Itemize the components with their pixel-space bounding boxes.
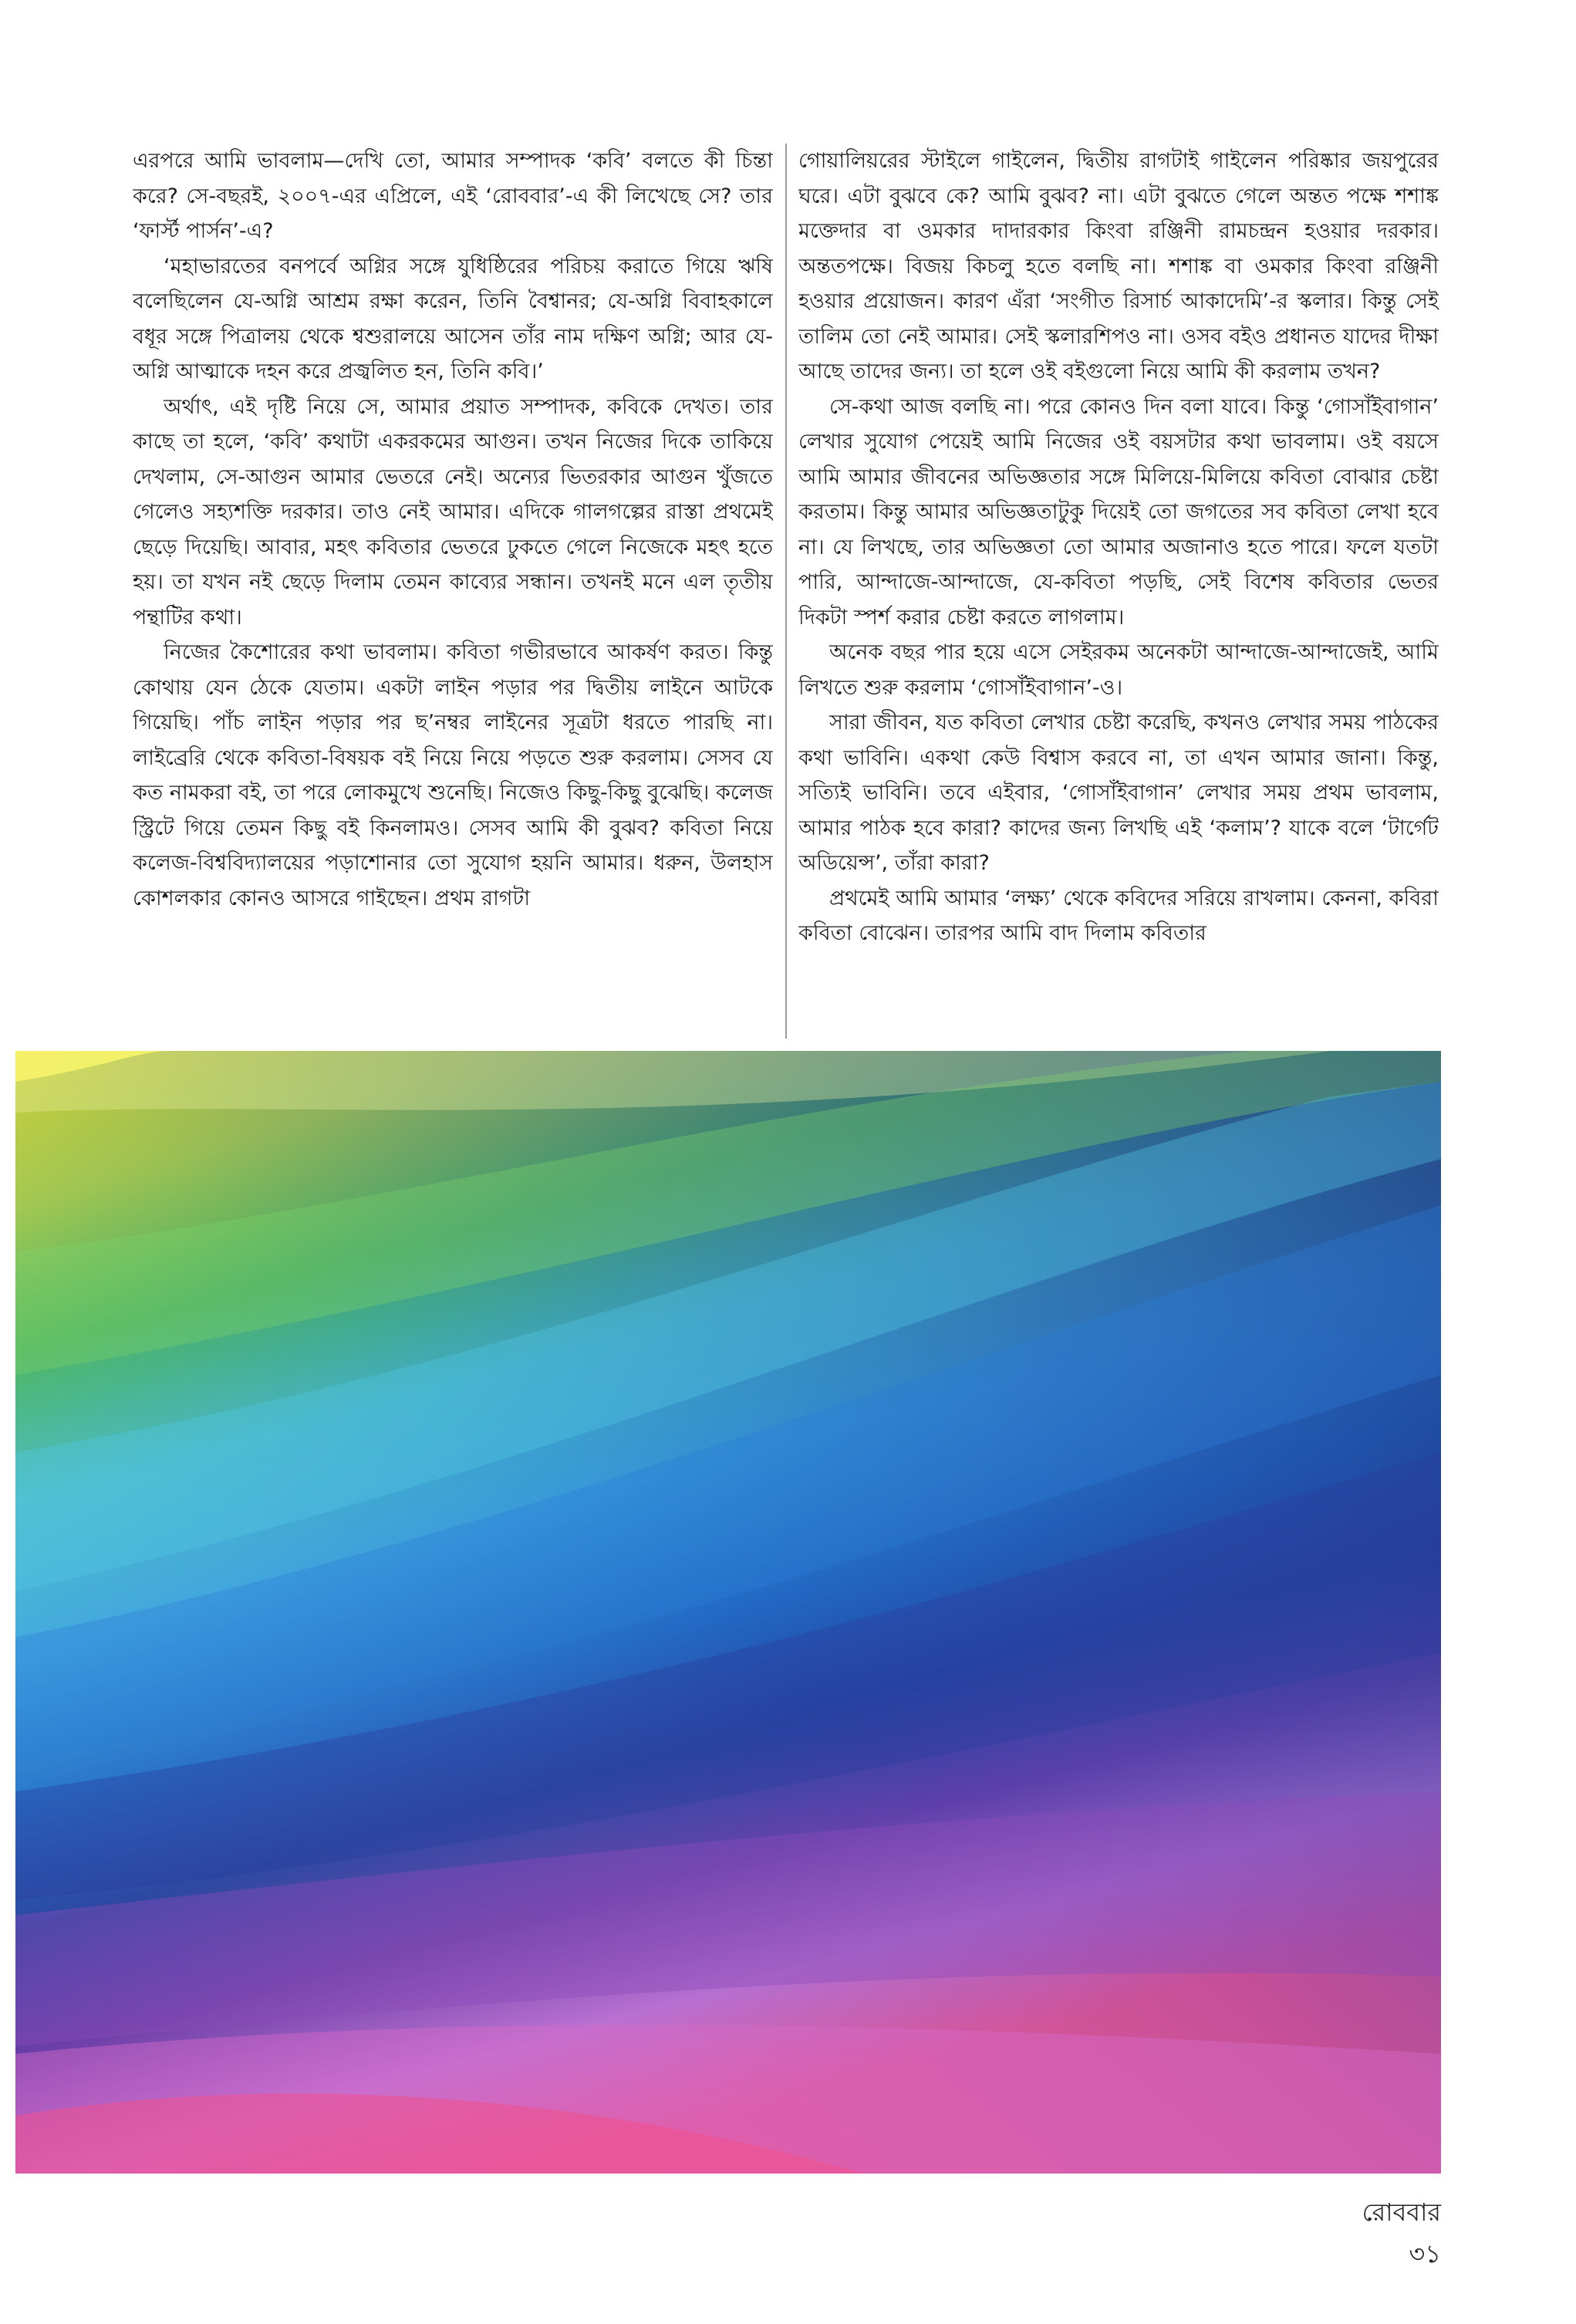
paragraph: ‘মহাভারতের বনপর্বে অগ্নির সঙ্গে যুধিষ্ঠিরের পরিচয় করাতে গিয়ে ঋষি বলেছিলেন যে-অগ্নি আশ্রম রক্ষা করেন, তিনি বৈশ্বানর; যে-অগ্নি বিবাহকালে বধূর সঙ্গে পিত্রালয় থেকে শ্বশুরালয়ে আসেন তাঁর নাম দক্ষিণ অগ্নি; আর যে-অগ্নি আত্মাকে দহন করে প্রজ্বলিত হন, তিনি কবি।’ [133, 254, 773, 383]
paragraph: সারা জীবন, যত কবিতা লেখার চেষ্টা করেছি, কখনও লেখার সময় পাঠকের কথা ভাবিনি। একথা কেউ বিশ্বাস করবে না, তা এখন আমার জানা। কিন্তু, সত্যিই ভাবিনি। তবে এইবার, ‘গোসাঁইবাগান’ লেখার সময় প্রথম ভাবলাম, আমার পাঠক হবে কারা? কাদের জন্য লিখছি এই ‘কলাম’? যাকে বলে ‘টার্গেট অডিয়েন্স’, তাঁরা কারা? [798, 711, 1439, 875]
paragraph: গোয়ালিয়রের স্টাইলে গাইলেন, দ্বিতীয় রাগটাই গাইলেন পরিষ্কার জয়পুরের ঘরে। এটা বুঝবে কে? আমি বুঝব? না। এটা বুঝতে গেলে অন্তত পক্ষে শশাঙ্ক মক্তেদার বা ওমকার দাদারকার কিংবা রঞ্জিনী রামচন্দ্রন হওয়ার দরকার। অন্ততপক্ষে। বিজয় কিচলু হতে বলছি না। শশাঙ্ক বা ওমকার কিংবা রঞ্জিনী হওয়ার প্রয়োজন। কারণ এঁরা ‘সংগীত রিসার্চ আকাদেমি’-র স্কলার। কিন্তু সেই তালিম তো নেই আমার। সেই স্কলারশিপও না। ওসব বইও প্রধানত যাদের দীক্ষা আছে তাদের জন্য। তা হলে ওই বইগুলো নিয়ে আমি কী করলাম তখন? [798, 149, 1439, 383]
paragraph: এরপরে আমি ভাবলাম—দেখি তো, আমার সম্পাদক ‘কবি’ বলতে কী চিন্তা করে? সে-বছরই, ২০০৭-এর এপ্রিলে, এই ‘রোববার’-এ কী লিখেছে সে? তার ‘ফার্স্ট পার্সন’-এ? [133, 149, 773, 243]
paragraph: নিজের কৈশোরের কথা ভাবলাম। কবিতা গভীরভাবে আকর্ষণ করত। কিন্তু কোথায় যেন ঠেকে যেতাম। একটা লাইন পড়ার পর দ্বিতীয় লাইনে আটকে গিয়েছি। পাঁচ লাইন পড়ার পর ছ’নম্বর লাইনের সূত্রটা ধরতে পারছি না। লাইব্রেরি থেকে কবিতা-বিষয়ক বই নিয়ে নিয়ে পড়তে শুরু করলাম। সেসব যে কত নামকরা বই, তা পরে লোকমুখে শুনেছি। নিজেও কিছু-কিছু বুঝেছি। কলেজ স্ট্রিটে গিয়ে তেমন কিছু বই কিনলামও। সেসব আমি কী বুঝব? কবিতা নিয়ে কলেজ-বিশ্ববিদ্যালয়ের পড়াশোনার তো সুযোগ হয়নি আমার। ধরুন, উলহাস কোশলকার কোনও আসরে গাইছেন। প্রথম রাগটা [133, 640, 773, 910]
paragraph: প্রথমেই আমি আমার ‘লক্ষ্য’ থেকে কবিদের সরিয়ে রাখলাম। কেননা, কবিরা কবিতা বোঝেন। তারপর আমি বাদ দিলাম কবিতার [798, 886, 1439, 945]
article-column-left [133, 144, 773, 1046]
article-column-right [798, 144, 1439, 1046]
paragraph: অনেক বছর পার হয়ে এসে সেইরকম অনেকটা আন্দাজে-আন্দাজেই, আমি লিখতে শুরু করলাম ‘গোসাঁইবাগান’-ও। [798, 640, 1439, 700]
rainbow-swirl-artwork [15, 1051, 1441, 2174]
column-divider [785, 144, 787, 1039]
paragraph: সে-কথা আজ বলছি না। পরে কোনও দিন বলা যাবে। কিন্তু ‘গোসাঁইবাগান’ লেখার সুযোগ পেয়েই আমি নিজের ওই বয়সটার কথা ভাবলাম। ওই বয়সে আমি আমার জীবনের অভিজ্ঞতার সঙ্গে মিলিয়ে-মিলিয়ে কবিতা বোঝার চেষ্টা করতাম। কিন্তু আমার অভিজ্ঞতাটুকু দিয়েই তো জগতের সব কবিতা লেখা হবে না। যে লিখছে, তার অভিজ্ঞতা তো আমার অজানাও হতে পারে। ফলে যতটা পারি, আন্দাজে-আন্দাজে, যে-কবিতা পড়ছি, সেই বিশেষ কবিতার ভেতর দিকটা স্পর্শ করার চেষ্টা করতে লাগলাম। [798, 394, 1439, 630]
paragraph: অর্থাৎ, এই দৃষ্টি নিয়ে সে, আমার প্রয়াত সম্পাদক, কবিকে দেখত। তার কাছে তা হলে, ‘কবি’ কথাটা একরকমের আগুন। তখন নিজের দিকে তাকিয়ে দেখলাম, সে-আগুন আমার ভেতরে নেই। অন্যের ভিতরকার আগুন খুঁজতে গেলেও সহ্যশক্তি দরকার। তাও নেই আমার। এদিকে গালগল্পের রাস্তা প্রথমেই ছেড়ে দিয়েছি। আবার, মহৎ কবিতার ভেতরে ঢুকতে গেলে নিজেকে মহৎ হতে হয়। তা যখন নই ছেড়ে দিলাম তেমন কাব্যের সন্ধান। তখনই মনে এল তৃতীয় পন্থাটির কথা। [133, 394, 773, 630]
page-footer: রোববার ৩১ [1362, 2197, 1441, 2268]
